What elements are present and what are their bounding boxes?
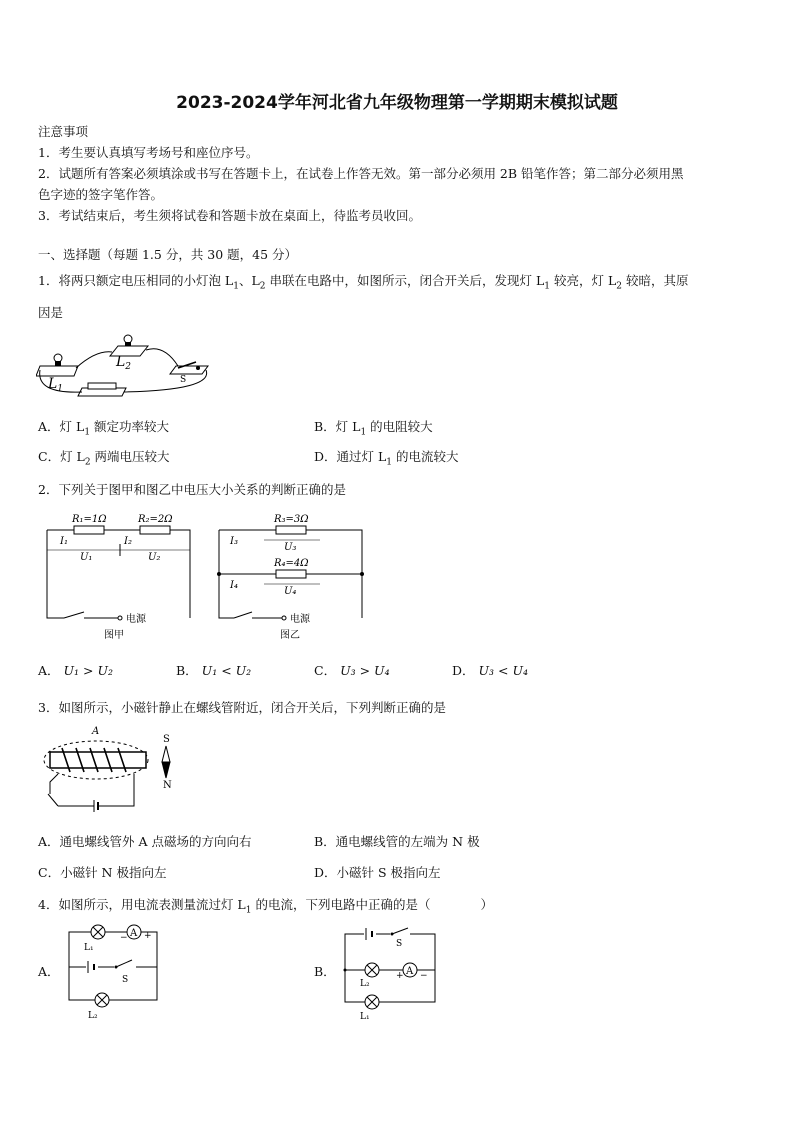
notice-item: 色字迹的签字笔作答。 — [38, 187, 164, 202]
switch-label: S — [122, 975, 129, 985]
q2-figure-a — [40, 508, 200, 643]
notice-item: 2．试题所有答案必须填涂或书写在答题卡上，在试卷上作答无效。第一部分必须用 2B 铅笔作答；第二部分必须用黑 — [38, 166, 684, 181]
question-2-stem: 2．下列关于图甲和图乙中电压大小关系的判断正确的是 — [38, 482, 346, 497]
question-4-stem: 4．如图所示，用电流表测量流过灯 $L_1$ 的电流，下列电路中正确的是（ ） — [38, 897, 493, 916]
q4-circuit-a — [62, 922, 172, 1020]
q3-option-a[interactable]: A．通电螺线管外 A 点磁场的方向向右 — [38, 834, 252, 849]
q1-circuit-figure — [36, 334, 236, 402]
power-label: 电源 — [126, 614, 146, 625]
l2-label: $L_2$ — [116, 354, 132, 372]
figure-caption: 图甲 — [104, 630, 124, 641]
switch-label: S — [396, 939, 403, 949]
l1-label: L₁ — [360, 1012, 370, 1022]
q3-solenoid-figure — [38, 722, 188, 822]
q2-figure-b — [212, 508, 372, 643]
i4-label: I₄ — [230, 580, 238, 591]
q1-option-c[interactable]: C．灯 $L_2$ 两端电压较大 — [38, 449, 170, 468]
l1-label: $L_1$ — [48, 376, 64, 394]
question-1-stem: 1．将两只额定电压相同的小灯泡 $L_1$、$L_2$ 串联在电路中，如图所示，闭合开关后，发现灯 $L_1$ 较亮，灯 $L_2$ 较暗，其原 — [38, 273, 689, 292]
power-label: 电源 — [290, 614, 310, 625]
u2-label: U₂ — [148, 552, 161, 563]
question-1-stem-cont: 因是 — [38, 305, 64, 320]
q4-option-b[interactable]: B． — [314, 964, 336, 979]
point-a-label: A — [92, 726, 100, 737]
ammeter-label: A — [130, 928, 138, 939]
r2-label: R₂=2Ω — [138, 514, 173, 525]
plus-label: + — [396, 971, 404, 981]
q4-circuit-b — [340, 922, 450, 1022]
minus-label: − — [420, 971, 428, 981]
r1-label: R₁=1Ω — [72, 514, 107, 525]
q1-option-a[interactable]: A．灯 $L_1$ 额定功率较大 — [38, 419, 170, 438]
i1-label: I₁ — [60, 536, 68, 547]
l2-label: L₂ — [360, 979, 370, 989]
q2-option-a[interactable]: A． U₁ > U₂ — [38, 663, 114, 678]
q3-option-b[interactable]: B．通电螺线管的左端为 N 极 — [314, 834, 480, 849]
south-label: S — [163, 734, 170, 745]
r3-label: R₃=3Ω — [274, 514, 309, 525]
notice-heading: 注意事项 — [38, 124, 89, 139]
q1-option-d[interactable]: D．通过灯 $L_1$ 的电流较大 — [314, 449, 459, 468]
i3-label: I₃ — [230, 536, 238, 547]
plus-label: + — [144, 931, 152, 941]
notice-item: 3．考试结束后，考生须将试卷和答题卡放在桌面上，待监考员收回。 — [38, 208, 421, 223]
north-label: N — [163, 780, 172, 791]
q2-option-d[interactable]: D． U₃ < U₄ — [452, 663, 529, 678]
q2-option-c[interactable]: C． U₃ > U₄ — [314, 663, 390, 678]
u4-label: U₄ — [284, 586, 297, 597]
u3-label: U₃ — [284, 542, 297, 553]
u1-label: U₁ — [80, 552, 93, 563]
q4-option-a[interactable]: A． — [38, 964, 60, 979]
r4-label: R₄=4Ω — [274, 558, 309, 569]
l2-label: L₂ — [88, 1011, 98, 1020]
i2-label: I₂ — [124, 536, 132, 547]
minus-label: − — [120, 933, 128, 943]
ammeter-label: A — [406, 966, 414, 977]
figure-caption: 图乙 — [280, 630, 300, 641]
l1-label: L₁ — [84, 943, 94, 953]
notice-item: 1．考生要认真填写考场号和座位序号。 — [38, 145, 259, 160]
q1-option-b[interactable]: B．灯 $L_1$ 的电阻较大 — [314, 419, 433, 438]
q3-option-d[interactable]: D．小磁针 S 极指向左 — [314, 865, 441, 880]
q3-option-c[interactable]: C．小磁针 N 极指向左 — [38, 865, 167, 880]
q2-option-b[interactable]: B． U₁ < U₂ — [176, 663, 252, 678]
page-title: 2023-2024学年河北省九年级物理第一学期期末模拟试题 — [176, 93, 618, 113]
switch-label: S — [180, 375, 187, 385]
section-heading: 一、选择题（每题 1.5 分，共 30 题，45 分） — [38, 247, 298, 262]
question-3-stem: 3．如图所示，小磁针静止在螺线管附近，闭合开关后，下列判断正确的是 — [38, 700, 446, 715]
